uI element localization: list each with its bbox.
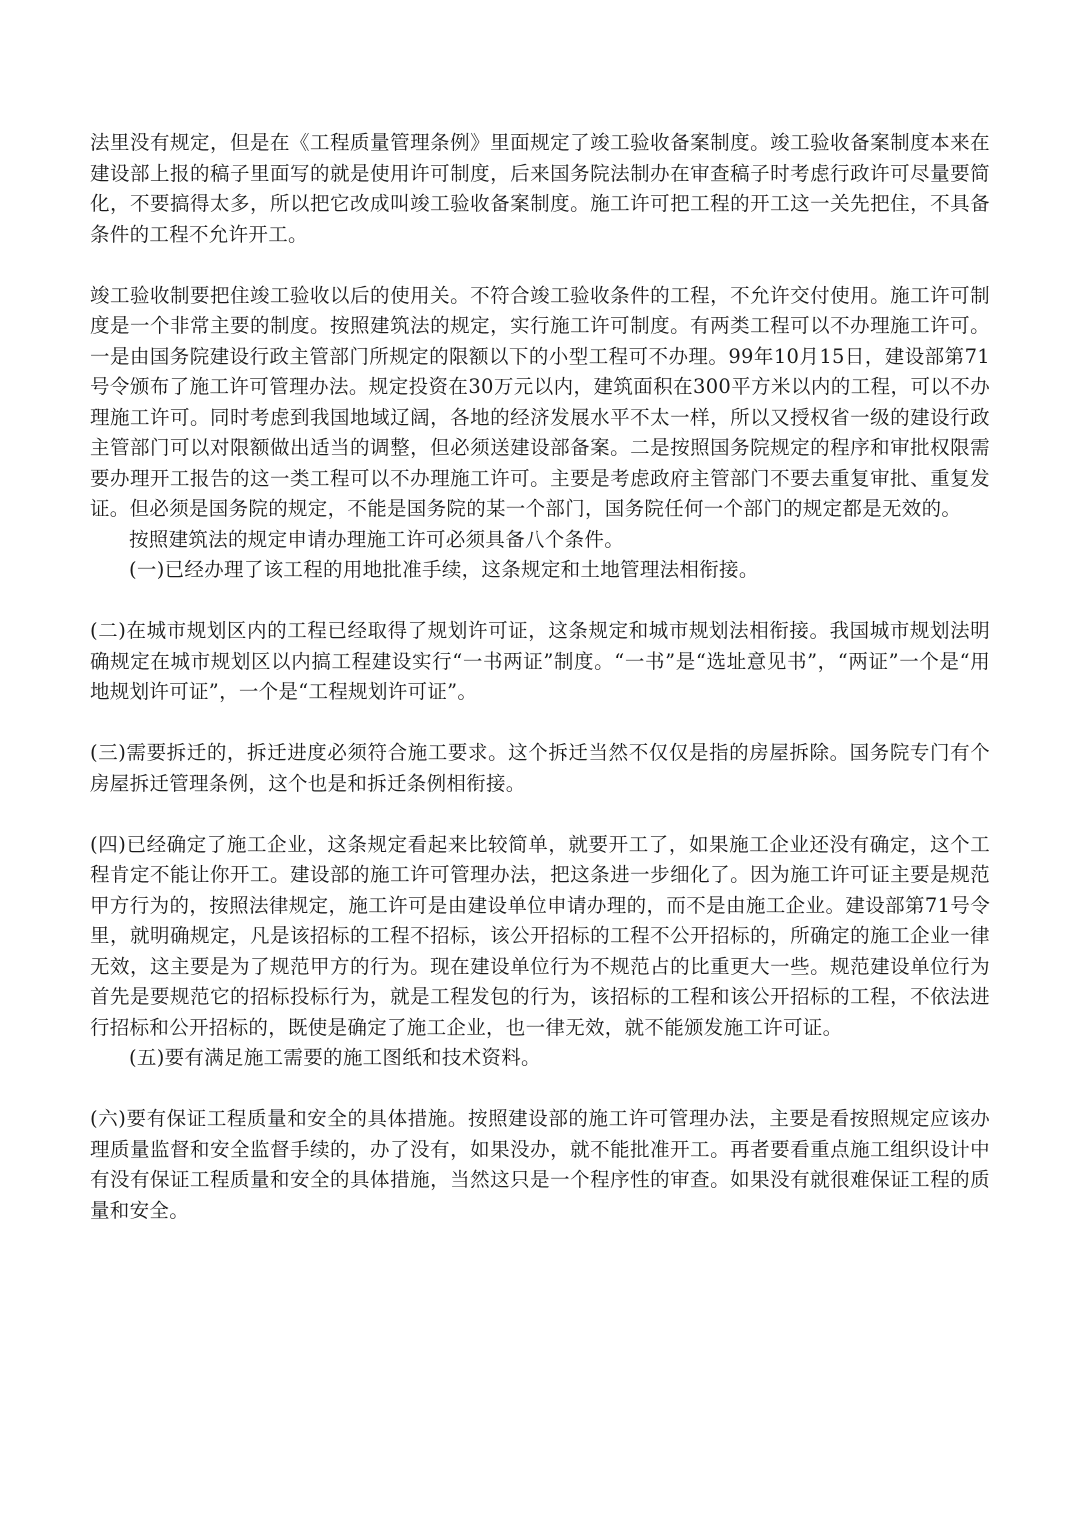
- paragraph-condition-1: (一)已经办理了该工程的用地批准手续，这条规定和土地管理法相衔接。: [129, 558, 759, 581]
- paragraph-condition-2: (二)在城市规划区内的工程已经取得了规划许可证，这条规定和城市规划法相衔接。我国城市规划法明确规定在城市规划区以内搞工程建设实行“一书两证”制度。“一书”是“选址意见书”，“两证”一个是“用地规划许可证”，一个是“工程规划许可证”。: [90, 619, 990, 703]
- paragraph-condition-5: (五)要有满足施工需要的施工图纸和技术资料。: [129, 1046, 541, 1069]
- paragraph-eight-conditions-intro: 按照建筑法的规定申请办理施工许可必须具备八个条件。: [129, 527, 625, 551]
- paragraph-condition-4: (四)已经确定了施工企业，这条规定看起来比较简单，就要开工了，如果施工企业还没有确定，这个工程肯定不能让你开工。建设部的施工许可管理办法，把这条进一步细化了。因为施工许可证主要是规范甲方行为的，按照法律规定，施工许可是由建设单位申请办理的，而不是由施工企业。建设部第71号令里，就明确规定，凡是该招标的工程不招标，该公开招标的工程不公开招标的，所确定的施工企业一律无效，这主要是为了规范甲方的行为。现在建设单位行为不规范占的比重更大一些。规范建设单位行为首先是要规范它的招标投标行为，就是工程发包的行为，该招标的工程和该公开招标的工程，不依法进行招标和公开招标的，既使是确定了施工企业，也一律无效，就不能颁发施工许可证。: [90, 832, 990, 1039]
- paragraph-condition-6: (六)要有保证工程质量和安全的具体措施。按照建设部的施工许可管理办法，主要是看按照规定应该办理质量监督和安全监督手续的，办了没有，如果没办，就不能批准开工。再者要看重点施工组织设计中有没有保证工程质量和安全的具体措施，当然这只是一个程序性的审查。如果没有就很难保证工程的质量和安全。: [90, 1107, 990, 1222]
- paragraph-condition-3: (三)需要拆迁的，拆迁进度必须符合施工要求。这个拆迁当然不仅仅是指的房屋拆除。国务院专门有个房屋拆迁管理条例，这个也是和拆迁条例相衔接。: [90, 741, 990, 795]
- paragraph-construction-permit-system: 竣工验收制要把住竣工验收以后的使用关。不符合竣工验收条件的工程，不允许交付使用。施工许可制度是一个非常主要的制度。按照建筑法的规定，实行施工许可制度。有两类工程可以不办理施工许可。一是由国务院建设行政主管部门所规定的限额以下的小型工程可不办理。99年10月15日，建设部第71号令颁布了施工许可管理办法。规定投资在30万元以内，建筑面积在300平方米以内的工程，可以不办理施工许可。同时考虑到我国地域辽阔，各地的经济发展水平不太一样，所以又授权省一级的建设行政主管部门可以对限额做出适当的调整，但必须送建设部备案。二是按照国务院规定的程序和审批权限需要办理开工报告的这一类工程可以不办理施工许可。主要是考虑政府主管部门不要去重复审批、重复发证。但必须是国务院的规定，不能是国务院的某一个部门，国务院任何一个部门的规定都是无效的。: [90, 283, 990, 520]
- paragraph-acceptance-filing: 法里没有规定，但是在《工程质量管理条例》里面规定了竣工验收备案制度。竣工验收备案制度本来在建设部上报的稿子里面写的就是使用许可制度，后来国务院法制办在审查稿子时考虑行政许可尽量要简化，不要搞得太多，所以把它改成叫竣工验收备案制度。施工许可把工程的开工这一关先把住，不具备条件的工程不允许开工。: [90, 131, 990, 246]
- document-body: [90, 128, 990, 1226]
